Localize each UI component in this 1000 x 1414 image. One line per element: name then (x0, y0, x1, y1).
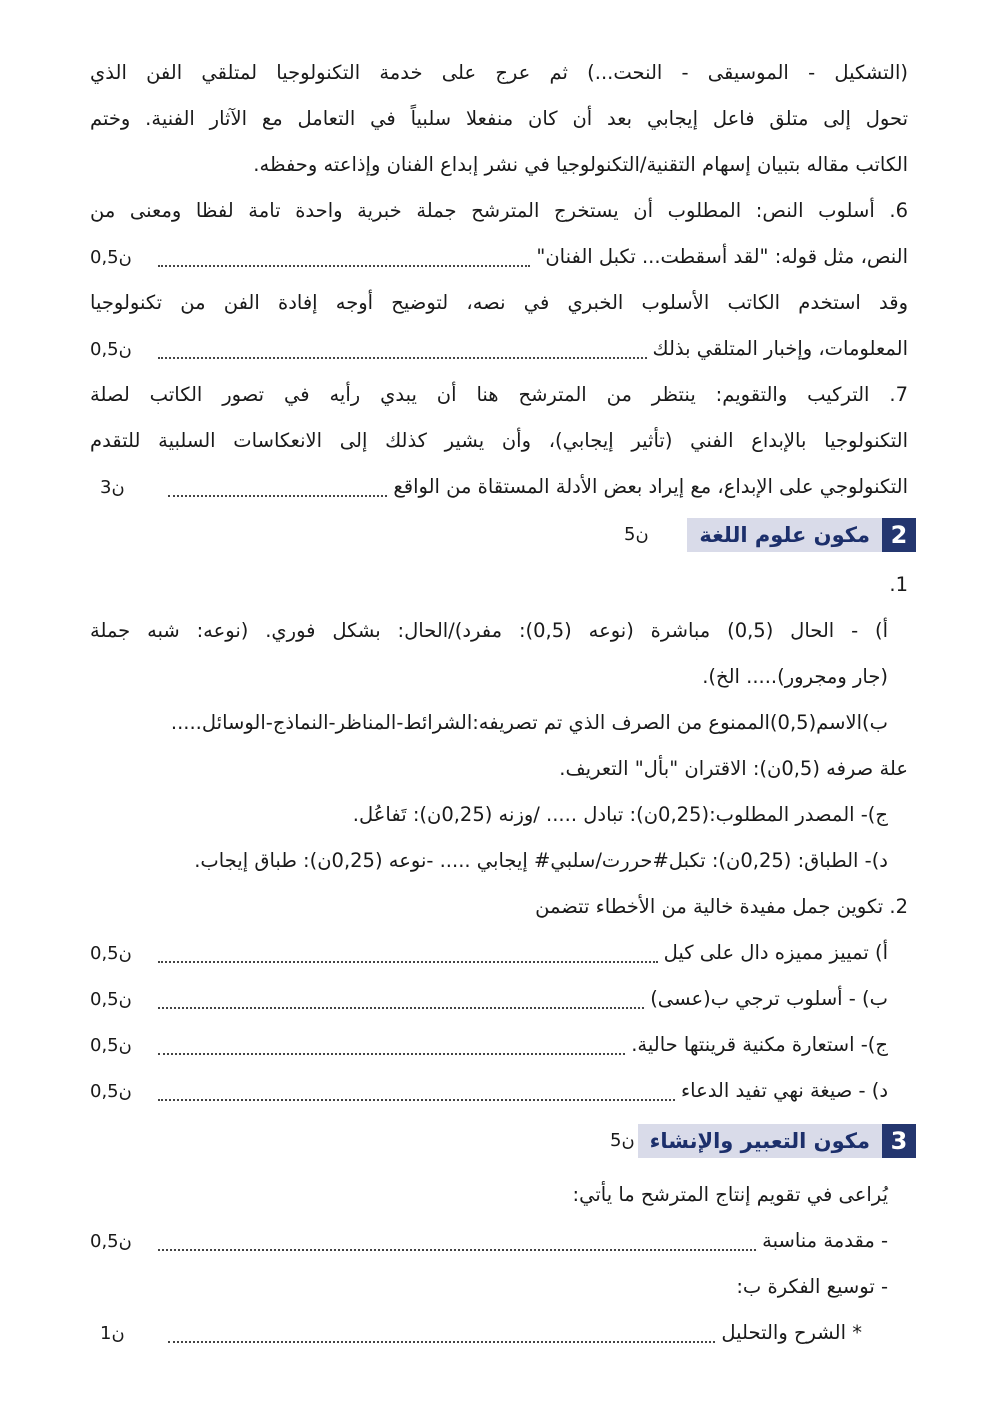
text-line (90, 616, 888, 646)
text-line (90, 104, 908, 134)
dotted-leader (158, 1007, 644, 1009)
score-label: 0,5ن (90, 943, 132, 964)
criterion-expand: - توسيع الفكرة ب: (736, 1275, 888, 1298)
text-line (90, 892, 908, 922)
section-2-header (687, 518, 916, 552)
text-line (90, 1272, 888, 1302)
text-line (90, 984, 888, 1015)
dotted-leader (158, 1053, 625, 1055)
answer-a-line: أ) - الحال (0,5) مباشرة (نوعه (0,5): مفرد)/الحال: بشكل فوري. (نوعه: شبه جملة (90, 619, 888, 642)
sentence-item-b: ب) - أسلوب ترجي ب(عسى) (650, 987, 888, 1010)
text-line (90, 472, 908, 503)
score-label: 3ن (100, 477, 125, 498)
sentence-item-a: أ) تمييز مميزه دال على كيل (663, 941, 888, 964)
answer-b-line: ب)الاسم(0,5)الممنوع من الصرف الذي تم تصريفه:الشرائط-المناظر-النماذج-الوسائل..... (170, 711, 888, 734)
text-line (90, 938, 888, 969)
text-line (90, 426, 908, 456)
composition-intro: يُراعى في تقويم إنتاج المترشح ما يأتي: (572, 1183, 888, 1206)
section-3-header (638, 1124, 916, 1158)
text-line (90, 846, 888, 876)
dotted-leader (158, 1249, 756, 1251)
answer-c-line: ج)- المصدر المطلوب:(0,25ن): تبادل ..... /وزنه (0,25ن): تَفاعُل. (352, 803, 888, 826)
text-line (90, 58, 908, 88)
question-6-line: 6. أسلوب النص: المطلوب أن يستخرج المترشح جملة خبرية واحدة تامة لفظا ومعنى من (90, 199, 908, 222)
paragraph-line: وقد استخدم الكاتب الأسلوب الخبري في نصه، لتوضيح أوجه إفادة الفن من تكنولوجيا (90, 291, 908, 314)
paragraph-line: تحول إلى متلق فاعل إيجابي بعد أن كان منفعلا سلبياً في التعامل مع الآثار الفنية. وختم (90, 107, 908, 130)
criterion-introduction: - مقدمة مناسبة (762, 1229, 888, 1252)
question-7-line: التكنولوجي على الإبداع، مع إيراد بعض الأدلة المستقاة من الواقع (393, 475, 908, 498)
text-line (90, 1076, 888, 1107)
section-score: 5ن (610, 1130, 635, 1151)
sentence-item-d: د) - صيغة نهي تفيد الدعاء (680, 1079, 888, 1102)
text-line (90, 380, 908, 410)
section-number: 3 (882, 1124, 916, 1158)
dotted-leader (168, 1341, 715, 1343)
text-line (90, 800, 888, 830)
sentence-item-c: ج)- استعارة مكنية قرينتها حالية. (631, 1033, 888, 1056)
answer-a-line: (جار ومجرور)..... الخ). (702, 665, 888, 688)
text-line (90, 334, 908, 365)
score-label: 0,5ن (90, 1081, 132, 1102)
section-title: مكون علوم اللغة (687, 518, 882, 552)
paragraph-line: المعلومات، وإخبار المتلقي بذلك (652, 337, 908, 360)
text-line (90, 242, 908, 273)
score-label: 0,5ن (90, 339, 132, 360)
dotted-leader (158, 1099, 675, 1101)
text-line (90, 150, 908, 180)
answer-d-line: د)- الطباق: (0,25ن): تكبل#حررت/سلبي# إيجابي ..... -نوعه (0,25ن): طباق إيجاب. (194, 849, 888, 872)
dotted-leader (168, 495, 387, 497)
score-label: 1ن (100, 1323, 125, 1344)
text-line (90, 1180, 888, 1210)
text-line (90, 570, 908, 600)
text-line (90, 708, 888, 738)
criterion-explanation: * الشرح والتحليل (721, 1321, 862, 1344)
question-7-line: التكنولوجيا بالإبداع الفني (تأثير إيجابي)، وأن يشير كذلك إلى الانعكاسات السلبية للتقدم (90, 429, 908, 452)
score-label: 0,5ن (90, 1231, 132, 1252)
question-number: 1. (889, 573, 908, 596)
text-line (90, 1030, 888, 1061)
text-line (90, 288, 908, 318)
dotted-leader (158, 961, 658, 963)
question-6-line: النص، مثل قوله: "لقد أسقطت... تكبل الفنان" (536, 245, 908, 268)
dotted-leader (158, 265, 530, 267)
text-line (90, 196, 908, 226)
section-title: مكون التعبير والإنشاء (638, 1124, 882, 1158)
paragraph-line: (التشكيل - الموسيقى - النحت...) ثم عرج على خدمة التكنولوجيا لمتلقي الفن الذي (90, 61, 908, 84)
question-7-line: 7. التركيب والتقويم: ينتظر من المترشح هنا أن يبدي رأيه في تصور الكاتب لصلة (90, 383, 908, 406)
paragraph-line: الكاتب مقاله بتبيان إسهام التقنية/التكنولوجيا في نشر إبداع الفنان وإذاعته وحفظه. (253, 153, 908, 176)
dotted-leader (158, 357, 647, 359)
answer-b-line: علة صرفه (0,5ن): الاقتران "بأل" التعريف. (559, 757, 908, 780)
section-score: 5ن (624, 524, 649, 545)
text-line (90, 1226, 888, 1257)
score-label: 0,5ن (90, 1035, 132, 1056)
score-label: 0,5ن (90, 247, 132, 268)
question-2-label: 2. تكوين جمل مفيدة خالية من الأخطاء تتضمن (535, 895, 908, 918)
score-label: 0,5ن (90, 989, 132, 1010)
text-line (90, 662, 888, 692)
text-line (90, 754, 908, 784)
text-line (90, 1318, 862, 1349)
section-number: 2 (882, 518, 916, 552)
